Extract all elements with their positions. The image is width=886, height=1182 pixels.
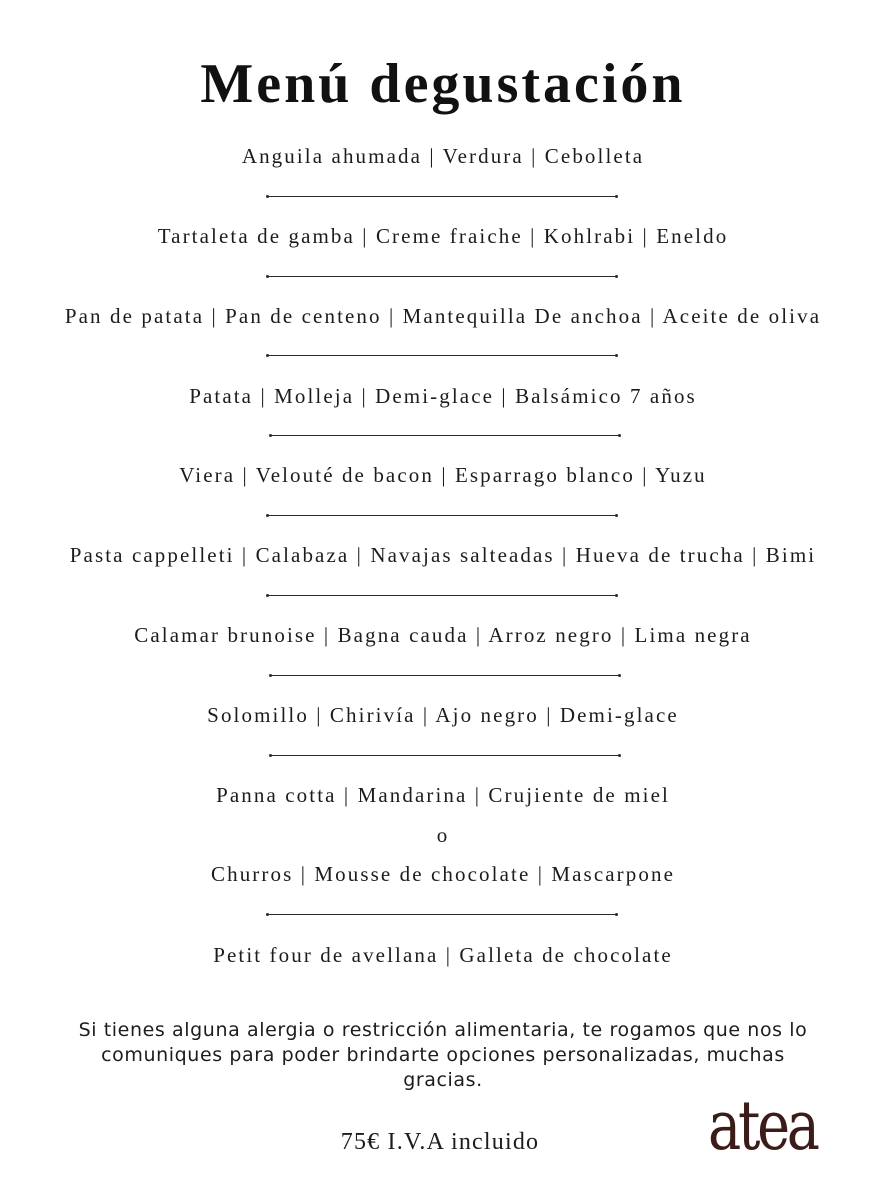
course-6: Pasta cappelleti | Calabaza | Navajas salteadas | Hueva de trucha | Bimi bbox=[69, 543, 817, 567]
course-4: Patata | Molleja | Demi-glace | Balsámico 7 años bbox=[189, 384, 697, 408]
price-label: 75€ I.V.A incluido bbox=[340, 1129, 540, 1155]
course-5: Viera | Velouté de bacon | Esparrago blanco | Yuzu bbox=[179, 463, 707, 487]
allergy-note: Si tienes alguna alergia o restricción alimentaria, te rogamos que nos lo comuniques para poder brindarte opciones personalizadas, muchas gracias. bbox=[78, 1019, 808, 1091]
course-8: Solomillo | Chirivía | Ajo negro | Demi-glace bbox=[207, 703, 679, 727]
separator-line bbox=[270, 435, 620, 436]
separator-line bbox=[267, 515, 617, 516]
separator-line bbox=[267, 276, 617, 277]
separator-line bbox=[267, 914, 617, 915]
separator-line bbox=[270, 755, 620, 756]
separator-line bbox=[267, 196, 617, 197]
course-7: Calamar brunoise | Bagna cauda | Arroz negro | Lima negra bbox=[134, 623, 752, 647]
separator-line bbox=[267, 355, 617, 356]
course-2: Tartaleta de gamba | Creme fraiche | Kohlrabi | Eneldo bbox=[157, 224, 729, 248]
course-1: Anguila ahumada | Verdura | Cebolleta bbox=[241, 144, 645, 168]
atea-logo: atea bbox=[708, 1087, 817, 1166]
separator-line bbox=[267, 595, 617, 596]
petit-four: Petit four de avellana | Galleta de chocolate bbox=[213, 943, 673, 967]
dessert-or-label: o bbox=[436, 823, 450, 847]
separator-line bbox=[270, 675, 620, 676]
dessert-option-b: Churros | Mousse de chocolate | Mascarpone bbox=[210, 862, 675, 886]
menu-title: Menú degustación bbox=[200, 53, 686, 115]
course-3: Pan de patata | Pan de centeno | Mantequilla De anchoa | Aceite de oliva bbox=[64, 304, 822, 328]
dessert-option-a: Panna cotta | Mandarina | Crujiente de miel bbox=[216, 783, 670, 807]
